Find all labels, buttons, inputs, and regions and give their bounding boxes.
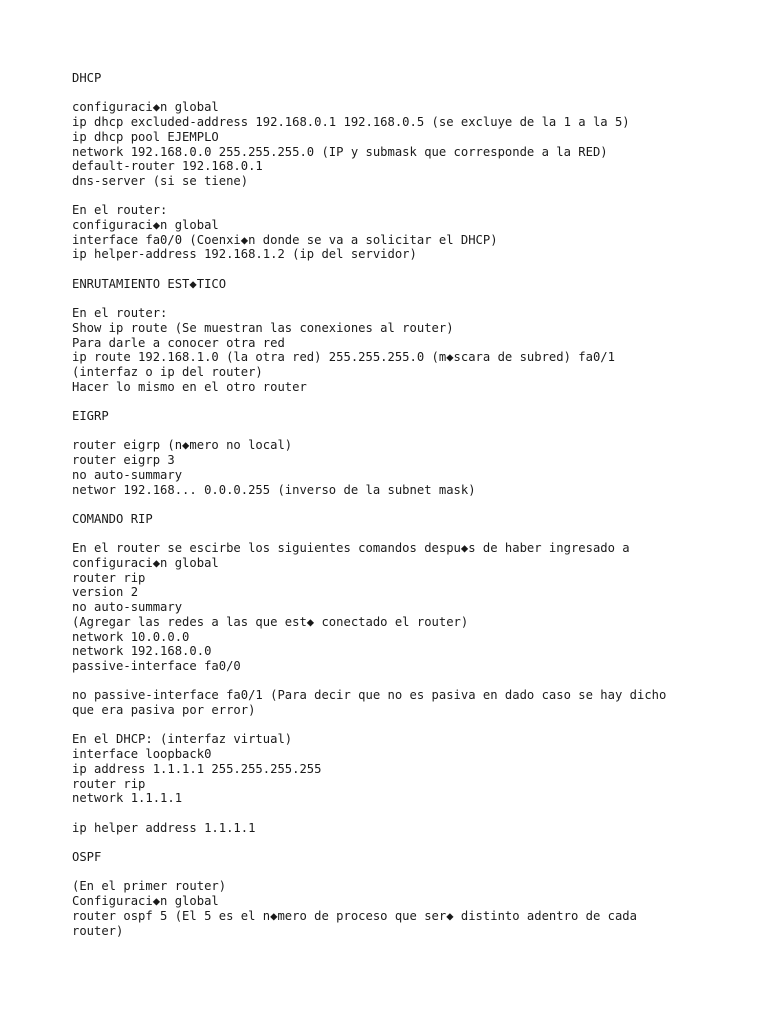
blank-line [72,262,732,277]
text-line: ip helper address 1.1.1.1 [72,820,256,835]
text-line: ip address 1.1.1.1 255.255.255.255 [72,761,322,776]
heading-comando-rip: COMANDO RIP [72,511,153,526]
text-line: router eigrp (n◆mero no local) [72,438,293,453]
text-line: router ospf 5 (El 5 es el n◆mero de proceso que ser◆ distinto adentro de cada [72,908,637,923]
blank-line [72,718,732,733]
text-line: configuraci◆n global [72,100,219,115]
blank-line [72,835,732,850]
text-line: ip dhcp pool EJEMPLO [72,129,219,144]
document-page [72,71,732,938]
blank-line [72,674,732,689]
heading-enrutamiento-estatico: ENRUTAMIENTO EST◆TICO [72,276,227,291]
text-line: que era pasiva por error) [72,703,256,718]
text-line: configuraci◆n global [72,556,219,571]
text-line: ip route 192.168.1.0 (la otra red) 255.255.255.0 (m◆scara de subred) fa0/1 [72,350,615,365]
blank-line [72,394,732,409]
text-line: ip helper-address 192.168.1.2 (ip del servidor) [72,247,417,262]
text-line: Hacer lo mismo en el otro router [72,379,307,394]
text-line: interface fa0/0 (Coenxi◆n donde se va a solicitar el DHCP) [72,232,498,247]
text-line: En el router: [72,306,168,321]
text-line: no passive-interface fa0/1 (Para decir que no es pasiva en dado caso se hay dicho [72,688,667,703]
text-line: Configuraci◆n global [72,894,219,909]
blank-line [72,527,732,542]
text-line: En el DHCP: (interfaz virtual) [72,732,293,747]
blank-line [72,806,732,821]
text-line: router) [72,923,124,938]
text-line: network 192.168.0.0 [72,644,212,659]
text-line: dns-server (si se tiene) [72,173,249,188]
text-line: interface loopback0 [72,747,212,762]
heading-eigrp: EIGRP [72,409,109,424]
blank-line [72,865,732,880]
text-line: En el router se escirbe los siguientes comandos despu◆s de haber ingresado a [72,541,630,556]
text-line: default-router 192.168.0.1 [72,159,263,174]
text-line: no auto-summary [72,600,183,615]
text-line: router rip [72,776,146,791]
text-line: Show ip route (Se muestran las conexiones al router) [72,320,454,335]
text-line: network 192.168.0.0 255.255.255.0 (IP y submask que corresponde a la RED) [72,144,608,159]
blank-line [72,86,732,101]
text-line: router eigrp 3 [72,453,175,468]
text-line: En el router: [72,203,168,218]
text-line: (interfaz o ip del router) [72,365,263,379]
blank-line [72,292,732,307]
blank-line [72,189,732,204]
text-line: ip dhcp excluded-address 192.168.0.1 192.168.0.5 (se excluye de la 1 a la 5) [72,115,630,130]
text-line: (Agregar las redes a las que est◆ conectado el router) [72,614,469,629]
text-line: no auto-summary [72,467,183,482]
text-line: network 1.1.1.1 [72,791,183,806]
text-line: network 10.0.0.0 [72,629,190,644]
text-line: router rip [72,570,146,585]
blank-line [72,497,732,512]
text-line: passive-interface fa0/0 [72,659,241,673]
text-line: Para darle a conocer otra red [72,335,285,350]
heading-dhcp: DHCP [72,71,102,85]
heading-ospf: OSPF [72,850,102,865]
text-line: version 2 [72,585,139,600]
text-line: (En el primer router) [72,879,227,894]
text-line: configuraci◆n global [72,218,219,232]
text-line: networ 192.168... 0.0.0.255 (inverso de la subnet mask) [72,482,476,497]
blank-line [72,424,732,439]
